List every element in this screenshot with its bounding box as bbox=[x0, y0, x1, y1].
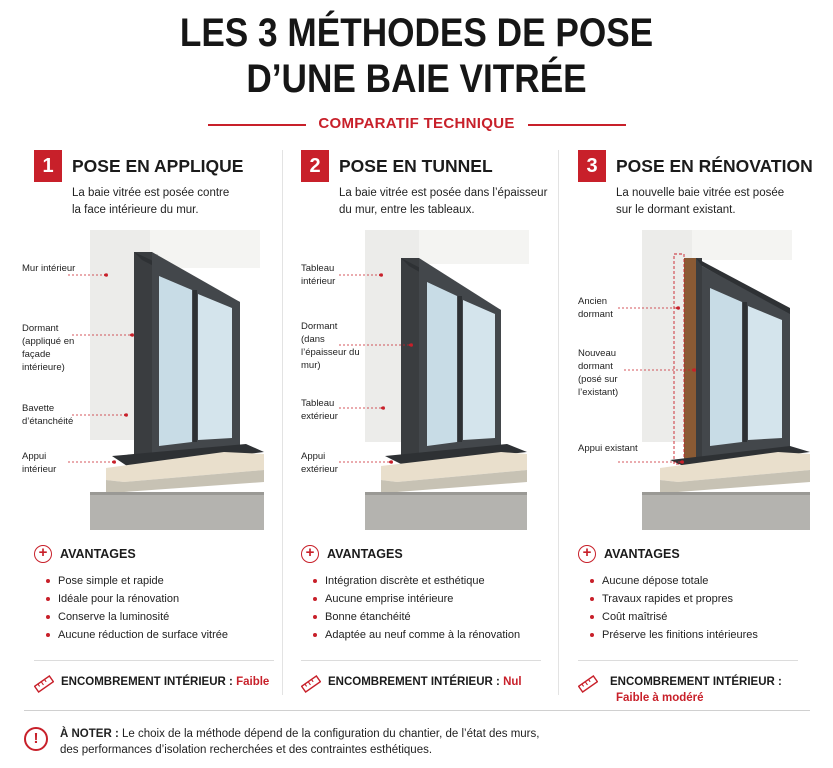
divider bbox=[578, 660, 798, 661]
list-item: Idéale pour la rénovation bbox=[44, 590, 228, 608]
label-appui: Appui intérieur bbox=[22, 451, 57, 475]
title-line-2: D’UNE BAIE VITRÉE bbox=[246, 57, 587, 101]
description-line-1: La baie vitrée est posée dans l’épaisseur bbox=[339, 187, 548, 199]
note-line-1 bbox=[60, 726, 800, 742]
list-item: Aucune réduction de surface vitrée bbox=[44, 626, 228, 644]
method-column-applique bbox=[22, 150, 296, 710]
note-line-2: des performances d’isolation recherchées et des contraintes esthétiques. bbox=[60, 744, 433, 756]
label-dormant: Dormant (dans l’épaisseur du mur) bbox=[301, 321, 360, 371]
label-nouveau-dormant: Nouveau dormant (posé sur l’existant) bbox=[578, 348, 619, 398]
advantages-list bbox=[588, 572, 758, 644]
label-mur-interieur: Mur intérieur bbox=[22, 263, 76, 274]
method-description bbox=[616, 185, 833, 219]
label-appui: Appui extérieur bbox=[301, 451, 338, 475]
encumbrance-label: ENCOMBREMENT INTÉRIEUR : bbox=[61, 676, 233, 688]
method-title: POSE EN TUNNEL bbox=[339, 156, 493, 176]
method-number-badge: 1 bbox=[34, 150, 62, 182]
list-item: Travaux rapides et propres bbox=[588, 590, 758, 608]
advantages-label: AVANTAGES bbox=[604, 547, 680, 561]
advantages-label: AVANTAGES bbox=[327, 547, 403, 561]
label-appui-existant: Appui existant bbox=[578, 443, 638, 454]
description-line-1: La nouvelle baie vitrée est posée bbox=[616, 187, 785, 199]
illustration-tunnel bbox=[301, 230, 563, 530]
description-line-2: la face intérieure du mur. bbox=[72, 204, 199, 216]
divider bbox=[301, 660, 541, 661]
description-line-2: du mur, entre les tableaux. bbox=[339, 204, 475, 216]
label-dormant: Dormant (appliqué en façade intérieure) bbox=[22, 323, 75, 373]
method-column-tunnel bbox=[301, 150, 563, 710]
subtitle: COMPARATIF TECHNIQUE bbox=[318, 115, 515, 132]
encumbrance-value: Faible à modéré bbox=[616, 692, 704, 704]
method-number-badge: 2 bbox=[301, 150, 329, 182]
plus-circle-icon: + bbox=[578, 545, 596, 563]
list-item: Pose simple et rapide bbox=[44, 572, 228, 590]
title-line-1: LES 3 MÉTHODES DE POSE bbox=[179, 11, 654, 55]
encumbrance-value: Faible bbox=[236, 676, 270, 688]
encumbrance-row bbox=[578, 672, 833, 712]
list-item: Aucune dépose totale bbox=[588, 572, 758, 590]
subtitle-row bbox=[0, 113, 833, 135]
ruler-icon bbox=[34, 674, 54, 694]
method-title: POSE EN RÉNOVATION bbox=[616, 156, 813, 176]
method-description bbox=[339, 185, 559, 219]
method-column-renovation bbox=[578, 150, 833, 710]
list-item: Bonne étanchéité bbox=[311, 608, 520, 626]
ruler-icon bbox=[301, 674, 321, 694]
window-section-illustration bbox=[34, 230, 296, 530]
list-item: Aucune emprise intérieure bbox=[311, 590, 520, 608]
divider bbox=[24, 710, 810, 711]
note-text-1: Le choix de la méthode dépend de la configuration du chantier, de l’état des murs, bbox=[121, 728, 540, 740]
page-title bbox=[50, 10, 783, 102]
advantages-list bbox=[311, 572, 520, 644]
method-description bbox=[72, 185, 292, 219]
label-bavette: Bavette d’étanchéité bbox=[22, 403, 74, 427]
note bbox=[60, 726, 800, 758]
encumbrance-row bbox=[34, 672, 296, 712]
encumbrance-text bbox=[328, 674, 522, 690]
method-title: POSE EN APPLIQUE bbox=[72, 156, 244, 176]
list-item: Adaptée au neuf comme à la rénovation bbox=[311, 626, 520, 644]
encumbrance-label: ENCOMBREMENT INTÉRIEUR : bbox=[610, 676, 782, 688]
encumbrance-value: Nul bbox=[503, 676, 522, 688]
advantages-label: AVANTAGES bbox=[60, 547, 136, 561]
divider bbox=[34, 660, 274, 661]
plus-circle-icon: + bbox=[34, 545, 52, 563]
encumbrance-row bbox=[301, 672, 563, 712]
label-tableau-exterieur: Tableau extérieur bbox=[301, 398, 338, 422]
label-ancien-dormant: Ancien dormant bbox=[578, 296, 613, 320]
note-lead: À NOTER : bbox=[60, 728, 119, 740]
plus-circle-icon: + bbox=[301, 545, 319, 563]
list-item: Conserve la luminosité bbox=[44, 608, 228, 626]
method-number-badge: 3 bbox=[578, 150, 606, 182]
illustration-renovation bbox=[578, 230, 833, 530]
encumbrance-label: ENCOMBREMENT INTÉRIEUR : bbox=[328, 676, 500, 688]
list-item: Préserve les finitions intérieures bbox=[588, 626, 758, 644]
encumbrance-text bbox=[61, 674, 269, 690]
description-line-2: sur le dormant existant. bbox=[616, 204, 736, 216]
list-item: Coût maîtrisé bbox=[588, 608, 758, 626]
illustration-applique bbox=[22, 230, 296, 530]
advantages-list bbox=[44, 572, 228, 644]
warning-icon: ! bbox=[24, 727, 48, 751]
description-line-1: La baie vitrée est posée contre bbox=[72, 187, 230, 199]
label-tableau-interieur: Tableau intérieur bbox=[301, 263, 336, 287]
ruler-icon bbox=[578, 674, 598, 694]
list-item: Intégration discrète et esthétique bbox=[311, 572, 520, 590]
